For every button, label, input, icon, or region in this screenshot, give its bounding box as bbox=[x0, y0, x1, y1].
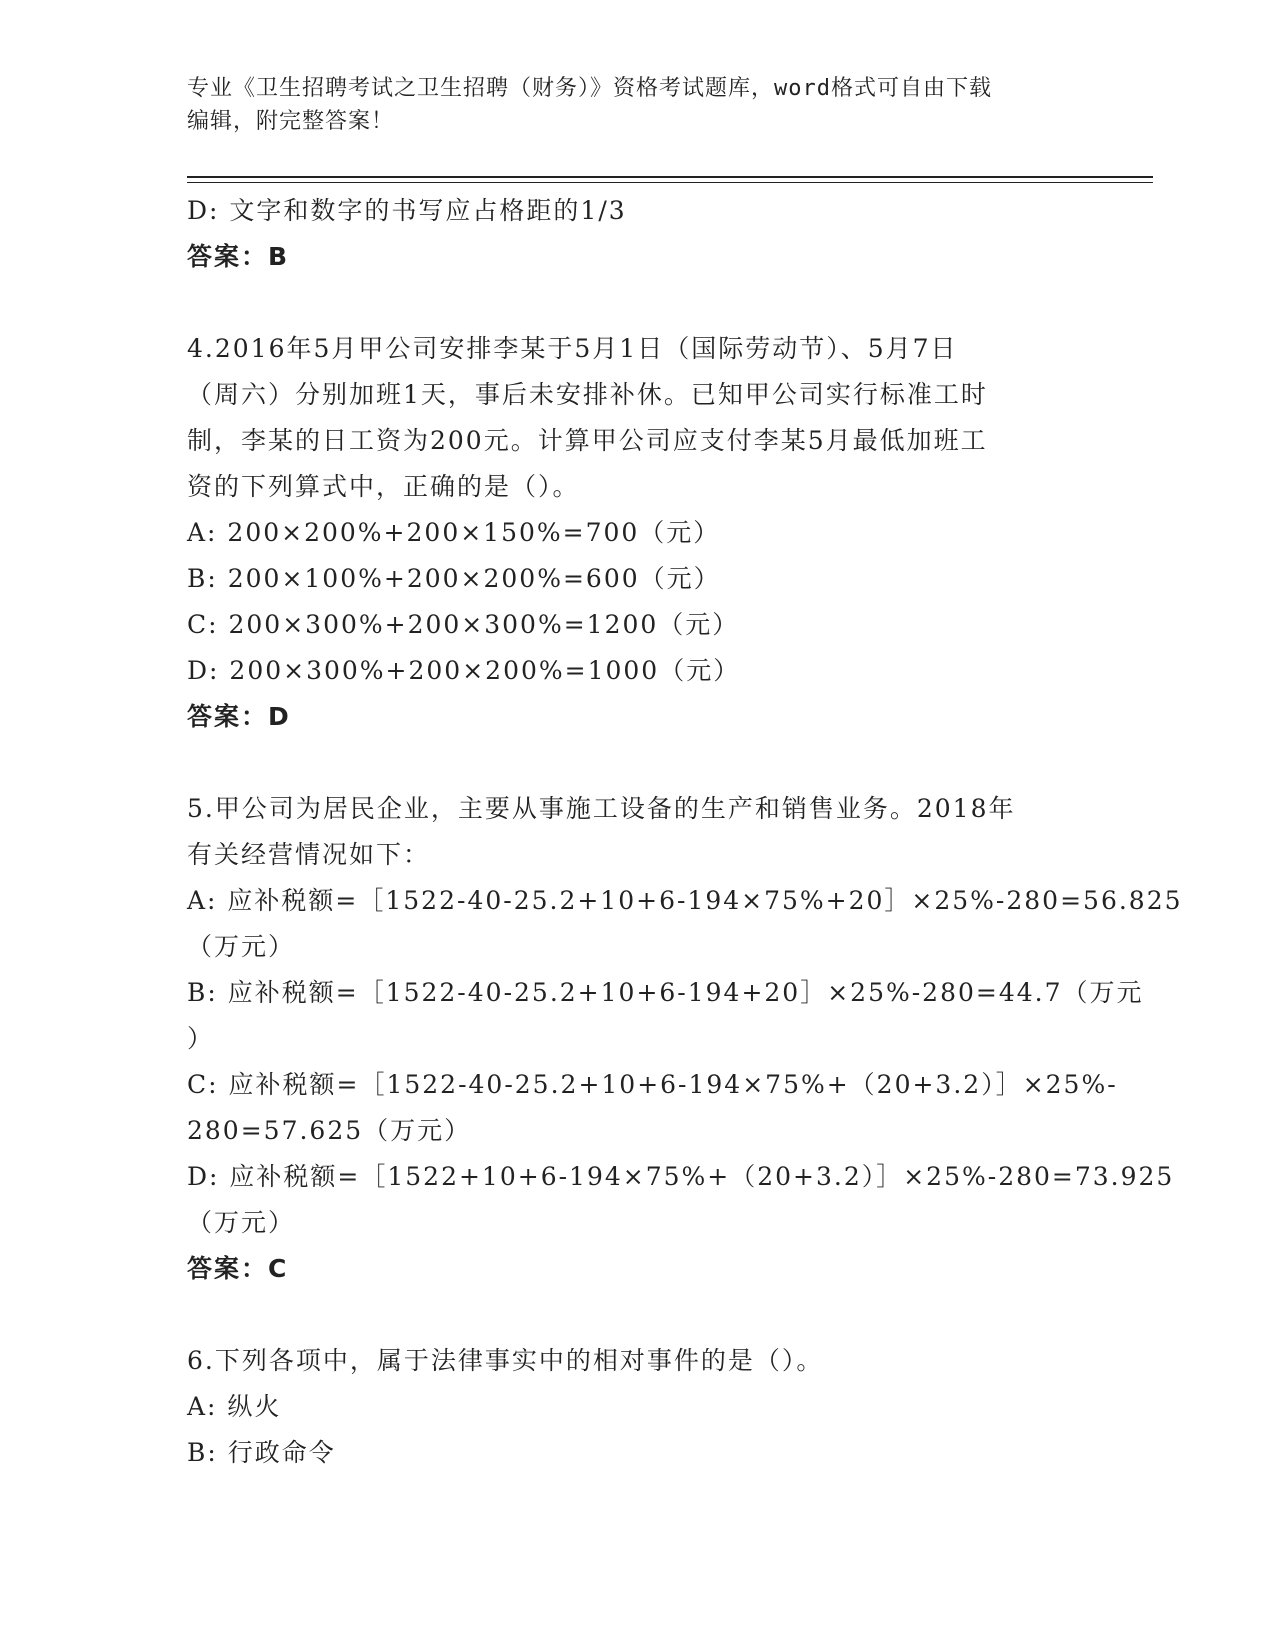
header-divider-thick bbox=[187, 176, 1153, 178]
q4-option-b: B: 200×100%+200×200%=600（元） bbox=[187, 564, 721, 593]
q3-answer: 答案：B bbox=[187, 242, 290, 271]
spacer bbox=[187, 740, 1067, 786]
header-line-1: 专业《卫生招聘考试之卫生招聘（财务）》资格考试题库，word格式可自由下载 bbox=[187, 76, 992, 101]
q5-option-b: B: 应补税额=［1522-40-25.2+10+6-194+20］×25%-280=44.7（万元 bbox=[187, 978, 1144, 1007]
header-divider-thin bbox=[187, 182, 1153, 183]
q5-answer: 答案：C bbox=[187, 1254, 289, 1283]
header-line-2: 编辑，附完整答案！ bbox=[187, 109, 395, 134]
q6-stem: 6.下列各项中，属于法律事实中的相对事件的是（）。 bbox=[187, 1346, 824, 1375]
q5-option-c-cont: 280=57.625（万元） bbox=[187, 1116, 472, 1145]
q5-option-b-cont: ） bbox=[187, 1024, 215, 1053]
q4-stem-line: 制，李某的日工资为200元。计算甲公司应支付李某5月最低加班工 bbox=[187, 426, 988, 455]
q4-stem-line: （周六）分别加班1天，事后未安排补休。已知甲公司实行标准工时 bbox=[187, 380, 988, 409]
q5-option-c: C: 应补税额=［1522-40-25.2+10+6-194×75%+（20+3.2）］×25%- bbox=[187, 1070, 1118, 1099]
q6-option-a: A: 纵火 bbox=[187, 1392, 282, 1421]
q5-stem-line: 5.甲公司为居民企业，主要从事施工设备的生产和销售业务。2018年 bbox=[187, 794, 1016, 823]
q4-stem-line: 资的下列算式中，正确的是（）。 bbox=[187, 472, 580, 501]
q5-option-d-cont: （万元） bbox=[187, 1208, 296, 1237]
q6-option-b: B: 行政命令 bbox=[187, 1438, 336, 1467]
q5-stem-line: 有关经营情况如下： bbox=[187, 840, 431, 869]
q4-stem-line: 4.2016年5月甲公司安排李某于5月1日（国际劳动节）、5月7日 bbox=[187, 334, 958, 363]
q5-option-a-cont: （万元） bbox=[187, 932, 296, 961]
q4-option-a: A: 200×200%+200×150%=700（元） bbox=[187, 518, 721, 547]
spacer bbox=[187, 1292, 1067, 1338]
q5-option-a: A: 应补税额=［1522-40-25.2+10+6-194×75%+20］×25%-280=56.825 bbox=[187, 886, 1183, 915]
q4-option-c: C: 200×300%+200×300%=1200（元） bbox=[187, 610, 740, 639]
document-header bbox=[187, 72, 1067, 138]
q4-option-d: D: 200×300%+200×200%=1000（元） bbox=[187, 656, 741, 685]
spacer bbox=[187, 280, 1067, 326]
q5-option-d: D: 应补税额=［1522+10+6-194×75%+（20+3.2）］×25%-280=73.925 bbox=[187, 1162, 1175, 1191]
q4-answer: 答案：D bbox=[187, 702, 291, 731]
question-content bbox=[187, 188, 1183, 1476]
q3-option-d: D: 文字和数字的书写应占格距的1/3 bbox=[187, 196, 627, 225]
